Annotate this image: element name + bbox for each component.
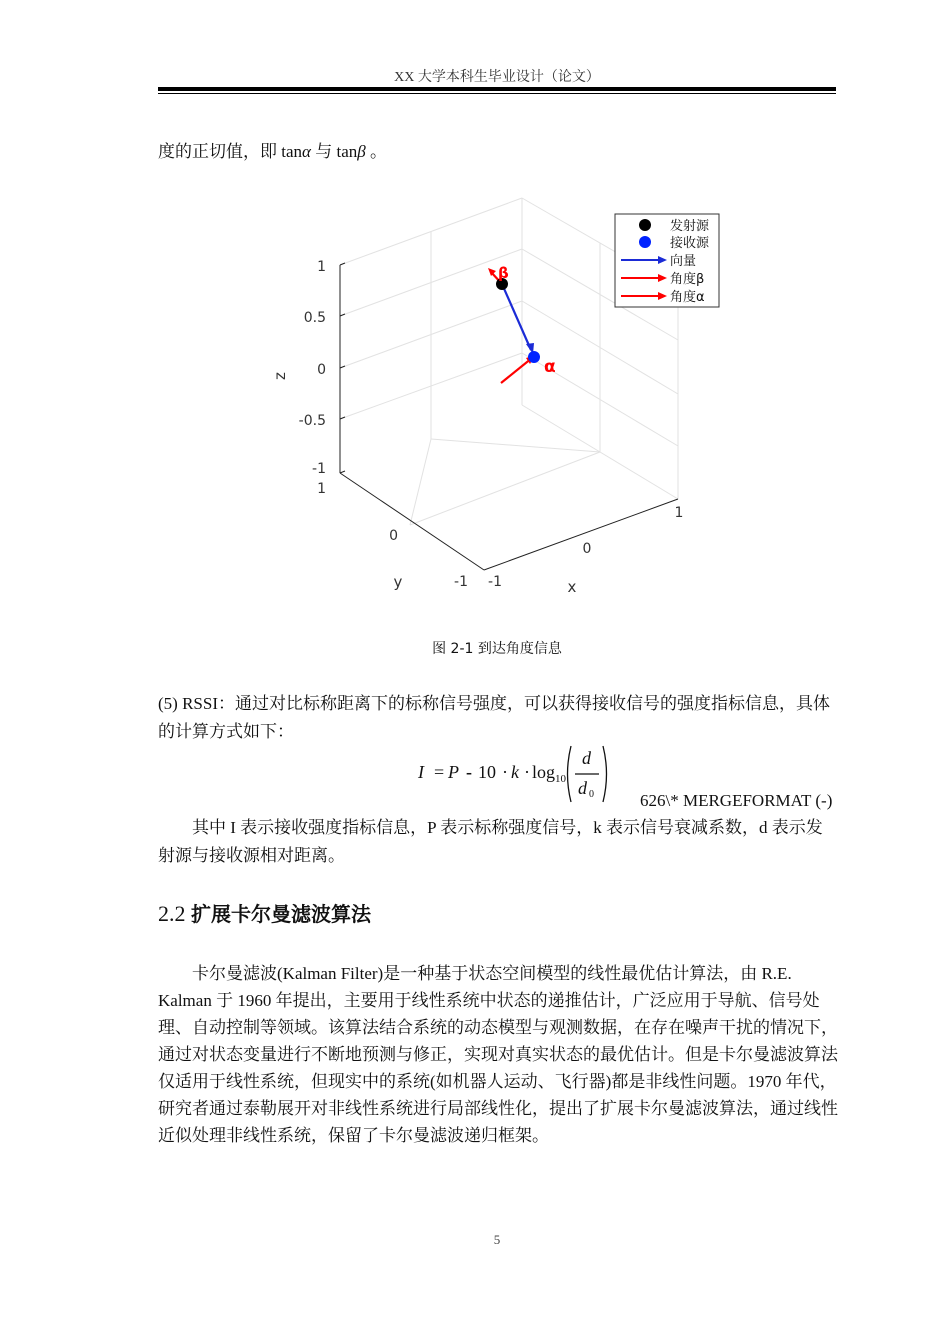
axis-ticks bbox=[340, 263, 345, 473]
z-tick-1: 1 bbox=[317, 259, 326, 275]
y-tick-1: 1 bbox=[317, 481, 326, 497]
explain-paragraph: 其中 I 表示接收强度指标信息，P 表示标称强度信号，k 表示信号衰减系数，d 表示发射源与接收源相对距离。 bbox=[158, 818, 823, 865]
formula-numerator: d bbox=[582, 748, 591, 768]
beta-symbol: β bbox=[357, 142, 366, 161]
legend-label-receiver: 接收源 bbox=[670, 236, 710, 251]
formula-I: I bbox=[418, 762, 424, 782]
x-tick-3: 1 bbox=[674, 505, 684, 521]
alpha-label: α bbox=[544, 357, 556, 377]
intro-line bbox=[158, 138, 387, 166]
vector-arrow bbox=[502, 284, 534, 354]
formula-log-base: 10 bbox=[555, 773, 566, 785]
header-rule-thick bbox=[158, 87, 836, 91]
formula-denominator: d bbox=[578, 778, 587, 798]
x-tick-1: -1 bbox=[488, 574, 502, 590]
legend-label-beta: 角度β bbox=[670, 272, 705, 287]
y-tick-2: 0 bbox=[389, 528, 398, 544]
y-tick-3: -1 bbox=[454, 574, 468, 590]
receiver-point bbox=[528, 351, 540, 363]
formula-dot-2: · bbox=[524, 762, 530, 782]
alpha-symbol: α bbox=[302, 142, 311, 161]
z-tick-5: -1 bbox=[312, 461, 326, 477]
formula-log: log bbox=[532, 762, 556, 782]
formula-minus: - bbox=[466, 762, 472, 782]
kalman-paragraph: 卡尔曼滤波(Kalman Filter)是一种基于状态空间模型的线性最优估计算法，由 R.E. Kalman 于 1960 年提出，主要用于线性系统中状态的递推估计，广泛应用于导航、信号处理、自动控制等领域。该算法结合系统的动态模型与观测数据，在存在噪声干扰的情况下，通过对状态变量进行不断地预测与修正，实现对真实状态的最优估计。但是卡尔曼滤波算法仅适用于线性系统，但现实中的系统(如机器人运动、飞行器)都是非线性问题。1970 年代，研究者通过泰勒展开对非线性系统进行局部线性化，提出了扩展卡尔曼滤波算法，通过线性近似处理非线性系统，保留了卡尔曼滤波递归框架。 bbox=[158, 964, 838, 1145]
x-axis-label: x bbox=[567, 578, 577, 596]
legend-label-alpha: 角度α bbox=[670, 290, 705, 305]
figure-caption: 图 2-1 到达角度信息 bbox=[432, 641, 562, 657]
intro-text-2: 与 bbox=[310, 142, 337, 161]
z-axis-label: z bbox=[271, 372, 289, 380]
section-heading bbox=[158, 898, 371, 927]
rssi-paragraph: (5) RSSI：通过对比标称距离下的标称信号强度，可以获得接收信号的强度指标信息，具体的计算方式如下： bbox=[158, 694, 830, 741]
header-rule-thin bbox=[158, 93, 836, 94]
formula-left-paren bbox=[568, 746, 572, 802]
z-tick-2: 0.5 bbox=[303, 310, 326, 326]
y-axis-label: y bbox=[393, 573, 403, 591]
formula-dot-1: · bbox=[502, 762, 508, 782]
rssi-formula bbox=[412, 742, 612, 806]
legend-label-transmitter: 发射源 bbox=[670, 219, 710, 234]
legend-label-vector: 向量 bbox=[670, 254, 697, 269]
legend bbox=[615, 214, 719, 307]
section-number: 2.2 bbox=[158, 901, 186, 926]
figure-3d-plot bbox=[260, 190, 730, 610]
formula-tag: 626\* MERGEFORMAT (-) bbox=[640, 791, 833, 810]
formula-ten: 10 bbox=[478, 762, 496, 782]
z-tick-3: 0 bbox=[317, 362, 326, 378]
formula-equals: = bbox=[434, 762, 445, 782]
tan-word: tan bbox=[336, 142, 358, 161]
formula-denominator-sub: 0 bbox=[589, 789, 594, 800]
z-tick-4: -0.5 bbox=[298, 413, 326, 429]
legend-transmitter-marker bbox=[639, 219, 651, 231]
legend-receiver-marker bbox=[639, 236, 651, 248]
section-title: 扩展卡尔曼滤波算法 bbox=[191, 902, 371, 926]
formula-right-paren bbox=[603, 746, 607, 802]
beta-label: β bbox=[498, 264, 509, 282]
formula-P: P bbox=[448, 762, 459, 782]
intro-text-1: 度的正切值，即 tan bbox=[158, 142, 303, 161]
intro-text-3: 。 bbox=[365, 142, 387, 161]
page-number: 5 bbox=[493, 1232, 501, 1247]
x-tick-2: 0 bbox=[582, 541, 592, 557]
formula-k: k bbox=[511, 762, 519, 782]
page-header: XX 大学本科生毕业设计（论文） bbox=[394, 70, 600, 85]
